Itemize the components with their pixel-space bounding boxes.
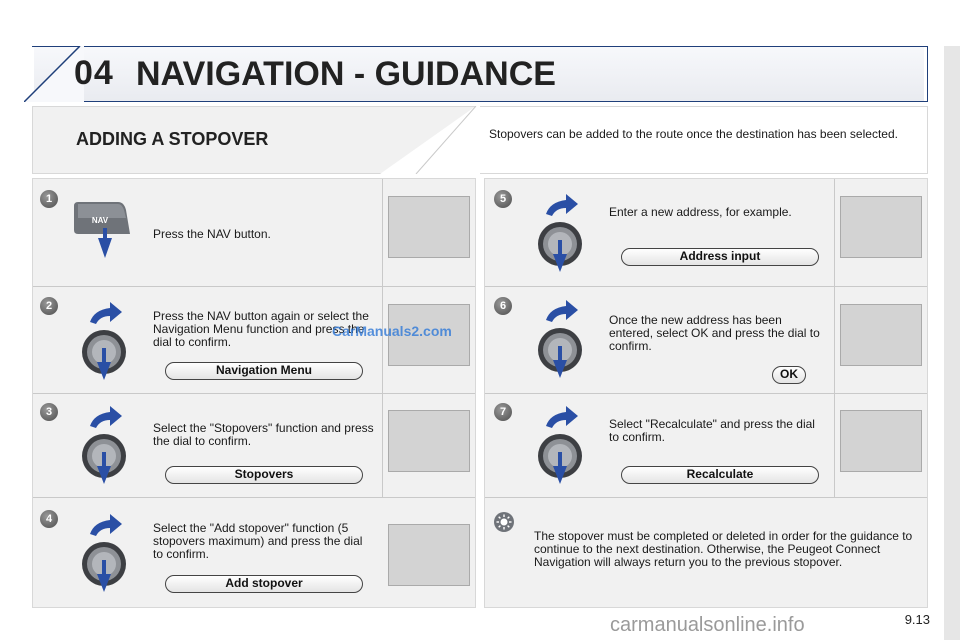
step-7-text: Select "Recalculate" and press the dial to confirm. — [609, 417, 815, 444]
radio-panel-thumbnail — [840, 410, 922, 472]
sun-tip-icon — [494, 512, 514, 532]
radio-panel-thumbnail — [840, 196, 922, 258]
chapter-number: 04 — [74, 54, 114, 92]
dial-icon — [78, 512, 134, 594]
intro-text: Stopovers can be added to the route once the destination has been selected. — [489, 127, 898, 141]
dial-icon — [534, 404, 590, 486]
right-margin-bar — [944, 46, 960, 640]
divider — [33, 393, 475, 394]
step-number-badge: 5 — [494, 190, 512, 208]
step-3-text: Select the "Stopovers" function and press the dial to confirm. — [153, 421, 374, 448]
tip-text: The stopover must be completed or deleted in order for the guidance to continue to the next destination. Otherwise, the Peugeot Connect Navigation will always return you to the previous stopover. — [534, 529, 913, 569]
page-title: NAVIGATION - GUIDANCE — [136, 55, 556, 93]
address-input-button: Address input — [621, 248, 819, 266]
radio-panel-thumbnail — [388, 410, 470, 472]
step-number-badge: 2 — [40, 297, 58, 315]
dial-icon — [534, 298, 590, 380]
footer-watermark: carmanualsonline.info — [610, 614, 805, 636]
section-heading: ADDING A STOPOVER — [76, 129, 269, 149]
radio-panel-thumbnail — [388, 196, 470, 258]
nav-button-icon — [70, 198, 140, 260]
navigation-menu-button: Navigation Menu — [165, 362, 363, 380]
ok-button: OK — [772, 366, 806, 384]
step-4-text: Select the "Add stopover" function (5 stopovers maximum) and press the dial to confirm. — [153, 521, 363, 561]
step-6-text: Once the new address has been entered, select OK and press the dial to confirm. — [609, 313, 820, 353]
step-5-text: Enter a new address, for example. — [609, 205, 792, 219]
step-number-badge: 7 — [494, 403, 512, 421]
page-number: 9.13 — [904, 612, 930, 627]
intro-divider-icon — [380, 106, 480, 174]
step-2-text: Press the NAV button again or select the Navigation Menu function and press the dial to confirm. — [153, 309, 369, 349]
step-number-badge: 3 — [40, 403, 58, 421]
watermark-text: CarManuals2.com — [332, 323, 452, 339]
divider — [485, 393, 927, 394]
divider — [485, 286, 927, 287]
step-number-badge: 6 — [494, 297, 512, 315]
radio-panel-thumbnail — [388, 524, 470, 586]
radio-panel-thumbnail — [840, 304, 922, 366]
dial-icon — [78, 404, 134, 486]
divider — [33, 497, 475, 498]
step-1-text: Press the NAV button. — [153, 227, 271, 241]
nav-label: NAV — [91, 216, 109, 225]
divider — [33, 286, 475, 287]
stopovers-button: Stopovers — [165, 466, 363, 484]
dial-icon — [534, 192, 590, 274]
step-number-badge: 1 — [40, 190, 58, 208]
divider — [485, 497, 927, 498]
dial-icon — [78, 300, 134, 382]
add-stopover-button: Add stopover — [165, 575, 363, 593]
step-number-badge: 4 — [40, 510, 58, 528]
recalculate-button: Recalculate — [621, 466, 819, 484]
divider — [834, 179, 835, 497]
